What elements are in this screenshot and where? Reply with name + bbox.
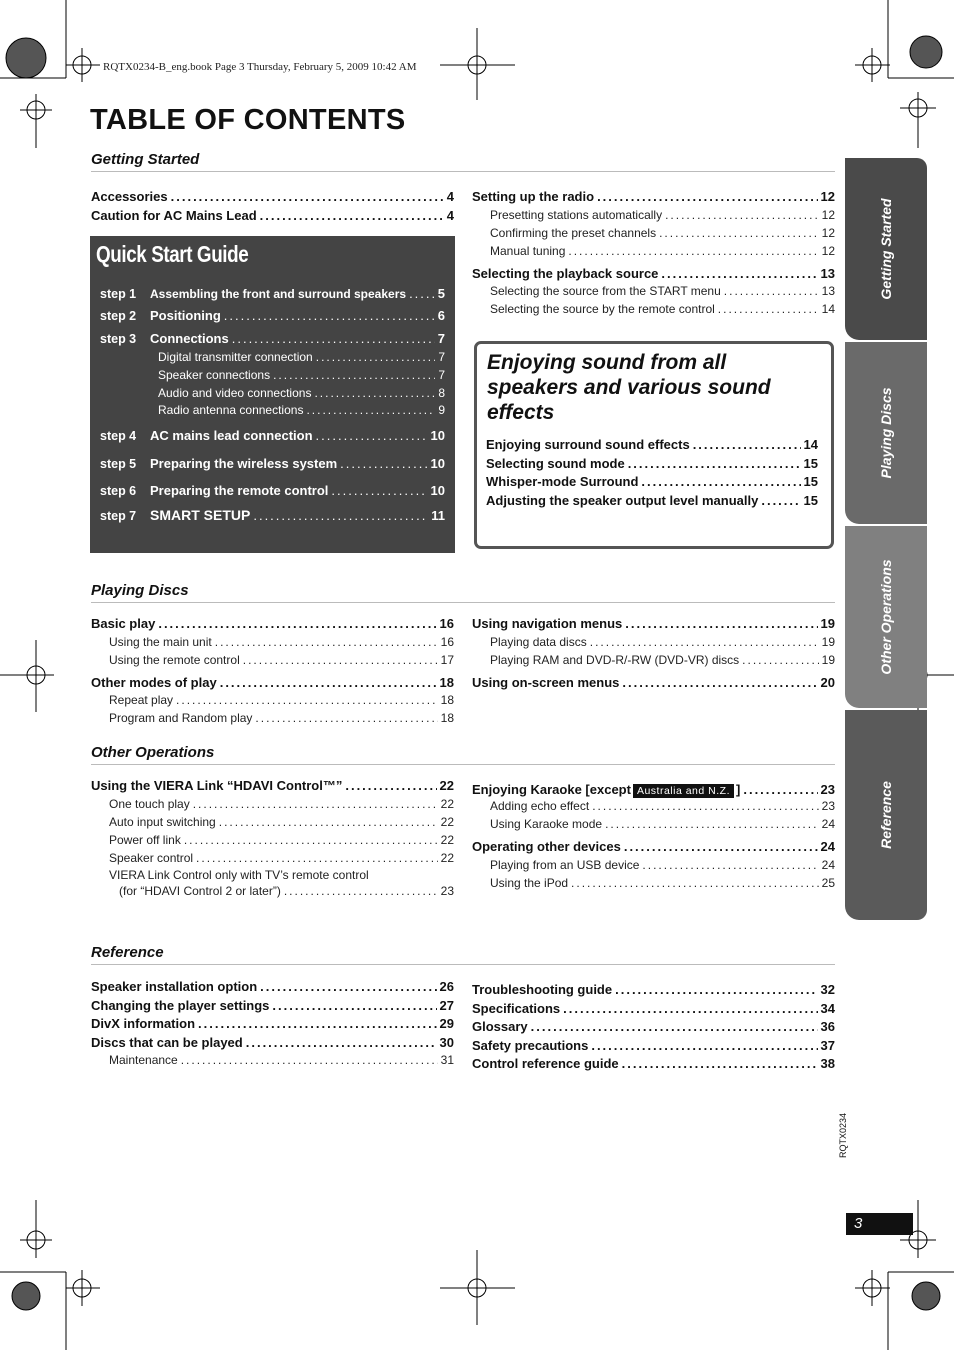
toc-entry-page: 13 xyxy=(820,265,835,281)
qsg-step-7[interactable] xyxy=(100,507,445,523)
toc-entry[interactable] xyxy=(91,616,454,635)
toc-entry-page: 22 xyxy=(440,814,454,829)
toc-entry-label: Operating other devices xyxy=(472,839,621,854)
toc-leader-dots xyxy=(215,635,438,649)
toc-entry-label: Selecting the playback source xyxy=(472,265,659,281)
karaoke-entry[interactable] xyxy=(472,782,835,801)
qsg-step-1[interactable] xyxy=(100,286,445,301)
toc-entry[interactable] xyxy=(91,851,454,869)
toc-leader-dots xyxy=(665,208,819,222)
toc-leader-dots xyxy=(272,998,436,1013)
toc-entry-page: 12 xyxy=(821,225,835,240)
toc-leader-dots xyxy=(563,1001,817,1016)
toc-entry[interactable] xyxy=(91,693,454,711)
toc-entry-page: 18 xyxy=(439,674,454,690)
toc-entry[interactable] xyxy=(486,493,818,512)
toc-entry[interactable] xyxy=(91,653,454,671)
toc-entry[interactable] xyxy=(472,284,835,302)
toc-entry-page: 15 xyxy=(803,455,818,471)
toc-entry-page: 12 xyxy=(821,243,835,258)
viera-remote-entry[interactable] xyxy=(91,868,454,902)
sub-label: Radio antenna connections xyxy=(158,403,304,417)
toc-entry-label: Using the iPod xyxy=(490,875,569,890)
step-number: step 4 xyxy=(100,429,137,443)
side-tab-label: Other Operations xyxy=(878,559,894,675)
toc-leader-dots xyxy=(605,817,819,831)
step-number: step 7 xyxy=(100,509,137,523)
other-operations-left-list xyxy=(91,778,454,869)
sub-label: Audio and video connections xyxy=(158,386,312,400)
toc-entry[interactable] xyxy=(472,653,835,671)
section-playing-discs: Playing Discs xyxy=(91,582,835,603)
toc-entry-page: 17 xyxy=(440,652,454,667)
viera-remote-page: 23 xyxy=(440,884,454,898)
side-tab-label: Getting Started xyxy=(878,198,894,300)
toc-entry-label: Maintenance xyxy=(109,1053,178,1067)
sub-page: 9 xyxy=(438,403,445,417)
toc-entry[interactable] xyxy=(472,244,835,262)
toc-entry-page: 13 xyxy=(821,284,835,298)
toc-entry-page: 22 xyxy=(440,796,454,811)
page-number: 3 xyxy=(854,1215,863,1232)
toc-leader-dots xyxy=(193,797,438,811)
toc-leader-dots xyxy=(220,675,437,690)
toc-entry-label: Caution for AC Mains Lead xyxy=(91,207,257,223)
toc-entry-label: Setting up the radio xyxy=(472,189,595,204)
toc-entry[interactable] xyxy=(91,797,454,815)
toc-leader-dots xyxy=(196,851,438,865)
toc-entry-label: Using the VIERA Link “HDAVI Control™” xyxy=(91,778,343,793)
toc-entry-page: 24 xyxy=(821,857,835,872)
toc-entry[interactable] xyxy=(472,1038,835,1057)
toc-entry[interactable] xyxy=(472,982,835,1001)
toc-entry-label: Manual tuning xyxy=(490,243,566,258)
toc-leader-dots xyxy=(158,616,436,631)
toc-entry-page: 4 xyxy=(446,189,454,204)
step-number: step 3 xyxy=(100,332,137,346)
toc-entry-label: Presetting stations automatically xyxy=(490,207,663,222)
toc-entry[interactable] xyxy=(91,711,454,729)
qsg-step-3[interactable] xyxy=(100,331,445,346)
toc-entry-page: 27 xyxy=(439,997,454,1013)
toc-leader-dots xyxy=(622,1056,818,1071)
toc-entry-page: 38 xyxy=(820,1056,835,1071)
sub-page: 7 xyxy=(438,350,445,364)
toc-entry[interactable] xyxy=(472,799,835,817)
toc-entry-label: Enjoying surround sound effects xyxy=(486,437,690,452)
toc-entry-label: Repeat play xyxy=(109,693,174,707)
sub-page: 8 xyxy=(438,386,445,400)
toc-leader-dots xyxy=(176,693,438,707)
step-number: step 2 xyxy=(100,309,137,323)
toc-entry[interactable] xyxy=(472,635,835,653)
toc-entry-page: 4 xyxy=(446,207,454,223)
toc-entry-label: Specifications xyxy=(472,1000,561,1016)
toc-entry-page: 24 xyxy=(821,817,835,831)
toc-entry[interactable] xyxy=(91,635,454,653)
toc-entry-page: 24 xyxy=(820,839,835,854)
toc-leader-dots xyxy=(724,284,819,298)
toc-leader-dots xyxy=(255,711,437,725)
qsg-step-2[interactable] xyxy=(100,308,445,323)
toc-entry-page: 15 xyxy=(803,492,818,508)
step-page: 7 xyxy=(437,331,445,346)
toc-entry-label: Power off link xyxy=(109,832,181,847)
toc-entry-label: Safety precautions xyxy=(472,1037,589,1053)
toc-leader-dots xyxy=(641,474,800,489)
toc-entry-page: 37 xyxy=(820,1037,835,1053)
toc-entry[interactable] xyxy=(91,998,454,1017)
step-page: 11 xyxy=(431,508,445,523)
toc-entry-page: 30 xyxy=(439,1034,454,1050)
toc-entry-page: 18 xyxy=(440,711,454,725)
sub-page: 7 xyxy=(438,368,445,382)
toc-entry[interactable] xyxy=(472,1056,835,1075)
toc-entry-label: Troubleshooting guide xyxy=(472,982,613,997)
toc-entry-page: 14 xyxy=(803,437,818,452)
page-title: TABLE OF CONTENTS xyxy=(90,104,406,136)
toc-entry[interactable] xyxy=(472,839,835,858)
step-label: SMART SETUP xyxy=(150,507,251,523)
toc-entry-label: Discs that can be played xyxy=(91,1034,243,1050)
enjoying-sound-list xyxy=(486,437,818,511)
toc-entry-page: 22 xyxy=(439,778,454,793)
qsg-sub-audio-video[interactable] xyxy=(158,386,445,400)
section-reference: Reference xyxy=(91,944,835,965)
toc-entry-label: Control reference guide xyxy=(472,1056,619,1071)
step-page: 6 xyxy=(437,308,445,323)
toc-entry[interactable] xyxy=(91,979,454,998)
section-other-operations: Other Operations xyxy=(91,744,835,765)
toc-entry-label: Selecting sound mode xyxy=(486,455,625,471)
toc-entry-page: 12 xyxy=(821,207,835,222)
toc-entry-label: Playing RAM and DVD-R/-RW (DVD-VR) discs xyxy=(490,652,740,667)
toc-entry-label: Using Karaoke mode xyxy=(490,817,603,831)
toc-leader-dots xyxy=(592,799,818,813)
toc-entry[interactable] xyxy=(486,474,818,493)
sub-label: Digital transmitter connection xyxy=(158,350,313,364)
toc-entry-label: Whisper-mode Surround xyxy=(486,474,639,489)
qsg-step-6[interactable] xyxy=(100,483,445,498)
playing-discs-right-list xyxy=(472,616,835,693)
getting-started-right-list xyxy=(472,189,835,320)
toc-leader-dots xyxy=(742,653,818,667)
step-page: 10 xyxy=(430,483,445,498)
toc-entry-page: 19 xyxy=(821,652,835,667)
toc-entry[interactable] xyxy=(472,858,835,876)
toc-entry-label: Using on-screen menus xyxy=(472,674,620,690)
step-page: 10 xyxy=(430,428,445,443)
toc-entry-page: 31 xyxy=(440,1053,454,1067)
toc-entry[interactable] xyxy=(472,1001,835,1020)
toc-entry-label: Speaker installation option xyxy=(91,979,258,994)
section-getting-started: Getting Started xyxy=(91,151,835,172)
side-tab-getting-started[interactable] xyxy=(845,158,927,340)
toc-entry-label: Confirming the preset channels xyxy=(490,225,657,240)
toc-entry[interactable] xyxy=(472,266,835,285)
toc-leader-dots xyxy=(568,244,818,258)
other-operations-right-list xyxy=(472,799,835,894)
toc-entry-page: 36 xyxy=(820,1019,835,1034)
side-tab-label: Reference xyxy=(878,781,894,849)
toc-leader-dots xyxy=(591,1038,817,1053)
toc-entry-page: 19 xyxy=(820,616,835,631)
toc-entry-label: Auto input switching xyxy=(109,814,216,829)
viera-remote-line1: VIERA Link Control only with TV’s remote control xyxy=(109,868,369,882)
toc-entry-page: 26 xyxy=(439,979,454,994)
toc-entry-page: 12 xyxy=(820,189,835,204)
toc-entry-label: Changing the player settings xyxy=(91,997,270,1013)
toc-entry-label: Other modes of play xyxy=(91,674,217,690)
toc-entry[interactable] xyxy=(91,208,454,227)
toc-entry-page: 18 xyxy=(440,693,454,707)
toc-leader-dots xyxy=(571,876,819,890)
karaoke-page: 23 xyxy=(820,782,835,797)
toc-entry-page: 29 xyxy=(439,1016,454,1031)
toc-entry-page: 22 xyxy=(440,850,454,865)
toc-leader-dots xyxy=(625,616,817,631)
toc-leader-dots xyxy=(246,1035,437,1050)
toc-leader-dots xyxy=(260,208,444,223)
toc-leader-dots xyxy=(181,1053,438,1067)
toc-entry-label: Playing data discs xyxy=(490,634,587,649)
toc-entry-page: 16 xyxy=(439,616,454,631)
toc-entry-page: 19 xyxy=(821,634,835,649)
toc-entry-page: 20 xyxy=(820,674,835,690)
step-number: step 5 xyxy=(100,457,137,471)
qsg-sub-digital-transmitter[interactable] xyxy=(158,350,445,364)
toc-entry-page: 32 xyxy=(820,982,835,997)
viera-remote-line2: (for “HDAVI Control 2 or later”) xyxy=(119,884,281,898)
toc-entry-label: Using the main unit xyxy=(109,634,212,649)
toc-leader-dots xyxy=(615,982,817,997)
toc-entry-label: Speaker control xyxy=(109,850,194,865)
quick-start-guide-title: Quick Start Guide xyxy=(96,241,249,267)
step-page: 5 xyxy=(437,286,445,301)
toc-entry-page: 22 xyxy=(440,832,454,847)
karaoke-label: Enjoying Karaoke [except xyxy=(472,782,631,797)
toc-entry[interactable] xyxy=(91,833,454,851)
toc-entry-label: Playing from an USB device xyxy=(490,857,640,872)
side-tab-reference[interactable] xyxy=(845,710,927,920)
enjoying-sound-title: Enjoying sound from all speakers and various sound effects xyxy=(487,351,771,424)
toc-entry[interactable] xyxy=(91,1035,454,1054)
toc-entry[interactable] xyxy=(472,189,835,208)
karaoke-bracket: ] xyxy=(736,782,741,797)
toc-leader-dots xyxy=(345,778,436,793)
region-badge: Australia and N.Z. xyxy=(633,784,734,798)
toc-entry[interactable] xyxy=(91,189,454,208)
toc-leader-dots xyxy=(597,189,817,204)
toc-entry[interactable] xyxy=(486,437,818,456)
toc-entry[interactable] xyxy=(472,675,835,694)
toc-entry-label: DivX information xyxy=(91,1016,196,1031)
toc-leader-dots xyxy=(622,675,817,690)
toc-leader-dots xyxy=(628,456,801,471)
step-label: Assembling the front and surround speakers xyxy=(150,287,407,301)
side-tab-other-operations[interactable] xyxy=(845,526,927,708)
step-page: 10 xyxy=(430,456,445,471)
toc-leader-dots xyxy=(243,653,438,667)
toc-entry-label: Adding echo effect xyxy=(490,799,590,813)
toc-leader-dots xyxy=(624,839,818,854)
toc-leader-dots xyxy=(761,493,800,508)
page-number-box xyxy=(846,1213,913,1235)
toc-entry-label: Using navigation menus xyxy=(472,616,623,631)
getting-started-left-list xyxy=(91,189,454,226)
step-label: AC mains lead connection xyxy=(150,428,313,443)
toc-leader-dots xyxy=(590,635,819,649)
step-label: Connections xyxy=(150,331,229,346)
reference-left-list xyxy=(91,979,454,1071)
sub-label: Speaker connections xyxy=(158,368,271,382)
toc-entry[interactable] xyxy=(472,616,835,635)
playing-discs-left-list xyxy=(91,616,454,729)
toc-leader-dots xyxy=(718,302,819,316)
toc-leader-dots xyxy=(198,1016,437,1031)
toc-entry-label: Selecting the source by the remote control xyxy=(490,302,715,316)
toc-leader-dots xyxy=(661,266,817,281)
toc-entry[interactable] xyxy=(91,1016,454,1035)
toc-entry-page: 25 xyxy=(821,875,835,890)
toc-entry[interactable] xyxy=(472,226,835,244)
step-label: Preparing the remote control xyxy=(150,483,329,498)
toc-entry-page: 16 xyxy=(440,634,454,649)
toc-entry[interactable] xyxy=(472,302,835,320)
toc-leader-dots xyxy=(260,979,436,994)
toc-entry[interactable] xyxy=(91,815,454,833)
toc-leader-dots xyxy=(171,189,444,204)
step-label: Preparing the wireless system xyxy=(150,456,338,471)
toc-entry[interactable] xyxy=(472,876,835,894)
toc-entry[interactable] xyxy=(91,778,454,797)
toc-entry[interactable] xyxy=(472,1019,835,1038)
toc-leader-dots xyxy=(642,858,818,872)
toc-entry-page: 14 xyxy=(821,302,835,316)
qsg-sub-speaker-connections[interactable] xyxy=(158,368,445,382)
toc-entry[interactable] xyxy=(91,1053,454,1071)
side-tab-label: Playing Discs xyxy=(878,387,894,479)
toc-entry-label: Accessories xyxy=(91,189,168,204)
qsg-step-4[interactable] xyxy=(100,428,445,443)
qsg-step-5[interactable] xyxy=(100,456,445,471)
toc-entry[interactable] xyxy=(472,817,835,835)
toc-entry-label: Program and Random play xyxy=(109,711,253,725)
toc-entry-label: Using the remote control xyxy=(109,652,240,667)
toc-entry-label: Basic play xyxy=(91,616,156,631)
step-number: step 1 xyxy=(100,287,137,301)
step-label: Positioning xyxy=(150,308,221,323)
toc-leader-dots xyxy=(659,226,819,240)
toc-entry-page: 23 xyxy=(821,799,835,813)
step-number: step 6 xyxy=(100,484,137,498)
toc-entry-page: 15 xyxy=(803,474,818,489)
toc-leader-dots xyxy=(219,815,438,829)
reference-right-list xyxy=(472,982,835,1075)
toc-entry[interactable] xyxy=(472,208,835,226)
toc-entry-label: One touch play xyxy=(109,796,190,811)
toc-entry[interactable] xyxy=(486,456,818,475)
toc-entry-page: 34 xyxy=(820,1000,835,1016)
toc-entry-label: Adjusting the speaker output level manually xyxy=(486,492,759,508)
side-tab-playing-discs[interactable] xyxy=(845,342,927,524)
toc-entry-label: Selecting the source from the START menu xyxy=(490,284,721,298)
qsg-sub-radio-antenna[interactable] xyxy=(158,403,445,417)
toc-leader-dots xyxy=(184,833,438,847)
book-info: RQTX0234-B_eng.book Page 3 Thursday, February 5, 2009 10:42 AM xyxy=(103,61,417,73)
toc-entry-label: Glossary xyxy=(472,1019,528,1034)
toc-leader-dots xyxy=(531,1019,818,1034)
toc-leader-dots xyxy=(693,437,801,452)
toc-entry[interactable] xyxy=(91,675,454,694)
model-code: RQTX0234 xyxy=(838,1112,848,1158)
